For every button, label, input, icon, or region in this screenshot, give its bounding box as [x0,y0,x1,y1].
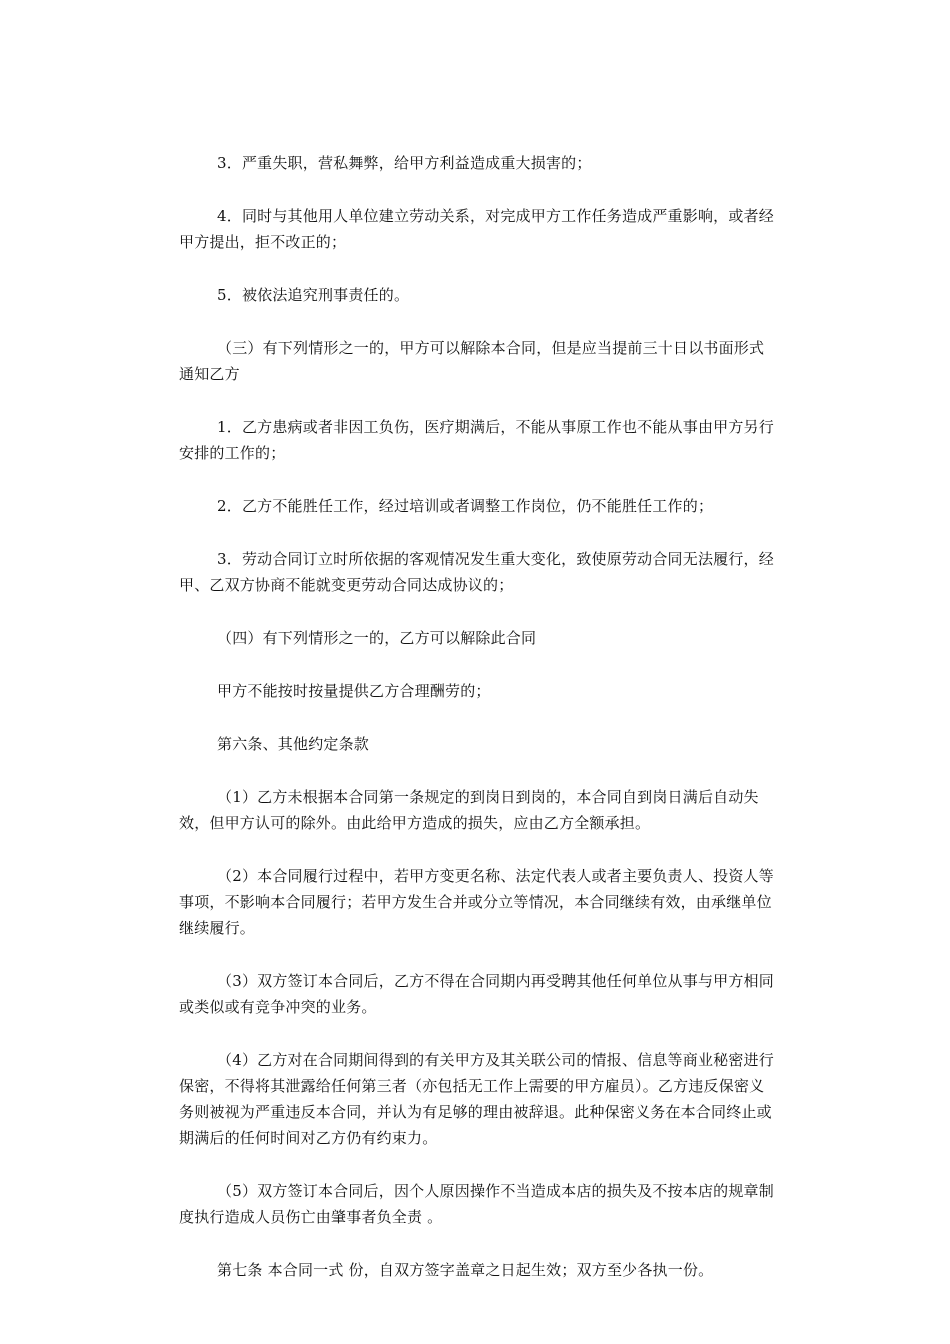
article-six-term-1: （1）乙方未根据本合同第一条规定的到岗日到岗的，本合同自到岗日满后自动失效，但甲方认可的除外。由此给甲方造成的损失，应由乙方全额承担。 [179,788,759,832]
section-three-item-3: 3．劳动合同订立时所依据的客观情况发生重大变化，致使原劳动合同无法履行，经甲、乙双方协商不能就变更劳动合同达成协议的； [179,550,774,594]
clause-item-5: 5．被依法追究刑事责任的。 [217,286,410,304]
article-seven: 第七条 本合同一式 份，自双方签字盖章之日起生效；双方至少各执一份。 [217,1261,714,1279]
clause-item-4: 4．同时与其他用人单位建立劳动关系，对完成甲方工作任务造成严重影响，或者经甲方提出，拒不改正的； [179,207,774,251]
article-six-term-2: （2）本合同履行过程中，若甲方变更名称、法定代表人或者主要负责人、投资人等事项，不影响本合同履行；若甲方发生合并或分立等情况，本合同继续有效，由承继单位继续履行。 [179,867,774,937]
clause-item-3: 3．严重失职，营私舞弊，给甲方利益造成重大损害的； [217,154,592,172]
article-six-term-3: （3）双方签订本合同后，乙方不得在合同期内再受聘其他任何单位从事与甲方相同或类似或有竞争冲突的业务。 [179,972,774,1016]
section-three-heading: （三）有下列情形之一的，甲方可以解除本合同，但是应当提前三十日以书面形式通知乙方 [179,339,765,383]
section-three-item-1: 1．乙方患病或者非因工负伤，医疗期满后，不能从事原工作也不能从事由甲方另行安排的工作的； [179,418,774,462]
section-three-item-2: 2．乙方不能胜任工作，经过培训或者调整工作岗位，仍不能胜任工作的； [217,497,714,515]
contract-body [179,150,779,1310]
article-six-title: 第六条、其他约定条款 [217,735,370,753]
section-four-heading: （四）有下列情形之一的，乙方可以解除此合同 [217,629,537,647]
article-six-term-4: （4）乙方对在合同期间得到的有关甲方及其关联公司的情报、信息等商业秘密进行保密，不得将其泄露给任何第三者（亦包括无工作上需要的甲方雇员）。乙方违反保密义务则被视为严重违反本合同，并认为有足够的理由被辞退。此种保密义务在本合同终止或期满后的任何时间对乙方仍有约束力。 [179,1051,774,1147]
section-four-item: 甲方不能按时按量提供乙方合理酬劳的； [217,682,491,700]
article-six-term-5: （5）双方签订本合同后，因个人原因操作不当造成本店的损失及不按本店的规章制度执行造成人员伤亡由肇事者负全责 。 [179,1182,774,1226]
